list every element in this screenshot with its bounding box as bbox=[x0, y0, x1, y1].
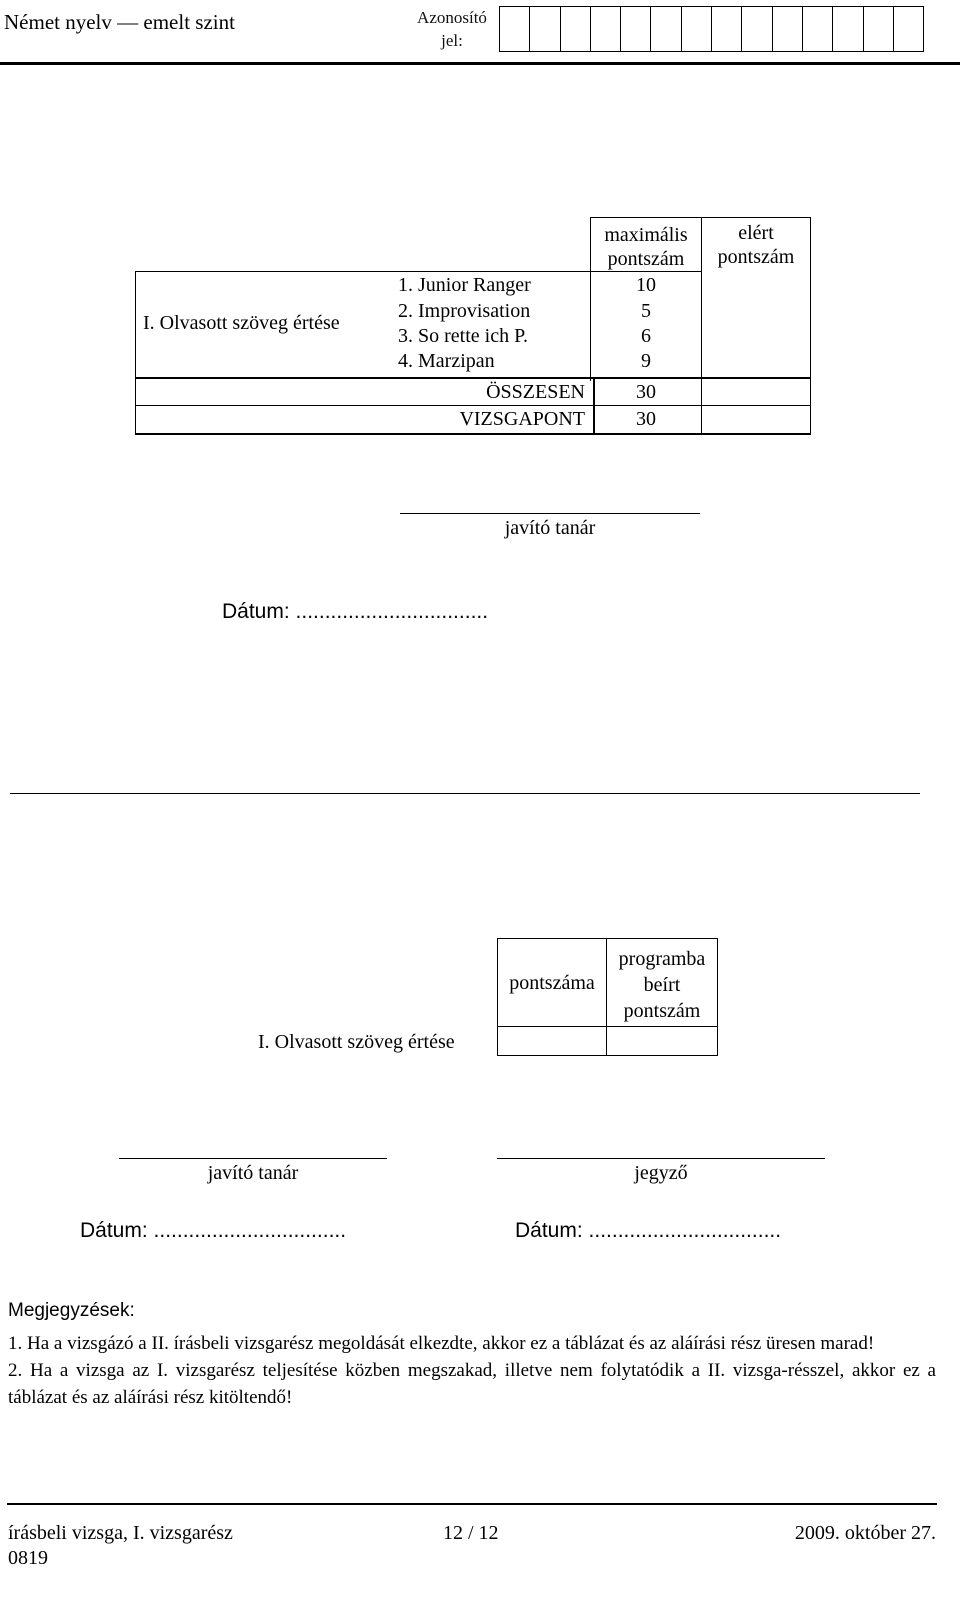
signature-line-left bbox=[119, 1158, 387, 1159]
id-box[interactable] bbox=[499, 6, 530, 52]
task-row-1: 1. Junior Ranger bbox=[398, 274, 531, 296]
date-label-right: Dátum: bbox=[515, 1219, 589, 1242]
table-border bbox=[810, 217, 811, 435]
id-box[interactable] bbox=[863, 6, 894, 52]
signature-role-left: javító tanár bbox=[207, 1162, 299, 1184]
task-row-1-max: 10 bbox=[636, 274, 656, 296]
notes-list bbox=[8, 1330, 936, 1411]
id-box[interactable] bbox=[711, 6, 742, 52]
id-label bbox=[408, 6, 496, 52]
exam-points-max: 30 bbox=[636, 408, 656, 430]
id-box[interactable] bbox=[560, 6, 591, 52]
table-border bbox=[497, 1026, 718, 1027]
date-field bbox=[222, 600, 488, 624]
score-table-2 bbox=[497, 938, 718, 1056]
id-box[interactable] bbox=[620, 6, 651, 52]
task-row-3: 3. So rette ich P. bbox=[398, 325, 528, 347]
signature-line bbox=[400, 513, 700, 514]
signature-line-right bbox=[497, 1158, 825, 1159]
section-divider bbox=[10, 793, 920, 794]
table-border bbox=[717, 938, 718, 1056]
id-label-line2: jel: bbox=[441, 31, 463, 50]
footer-date: 2009. október 27. bbox=[794, 1522, 936, 1544]
date-value-left: ................................. bbox=[153, 1219, 347, 1242]
id-label-line1: Azonosító bbox=[417, 8, 487, 27]
table-border bbox=[135, 433, 811, 435]
table-border bbox=[497, 1055, 718, 1056]
id-box[interactable] bbox=[529, 6, 560, 52]
col-entered-line3: pontszám bbox=[623, 1000, 701, 1022]
table-border bbox=[135, 379, 136, 435]
col-achieved-header bbox=[702, 221, 810, 269]
col-entered-line2: beírt bbox=[643, 974, 681, 996]
header-rule bbox=[0, 62, 960, 65]
col-entered-line1: programba bbox=[618, 948, 706, 970]
date-value-right: ................................. bbox=[588, 1219, 782, 1242]
date-value: ................................. bbox=[295, 600, 489, 623]
page-number: 12 / 12 bbox=[443, 1522, 499, 1544]
id-box[interactable] bbox=[802, 6, 833, 52]
table-border bbox=[497, 938, 498, 1056]
task-row-3-max: 6 bbox=[641, 325, 651, 347]
note-2: 2. Ha a vizsga az I. vizsgarész teljesítése közben megszakad, illetve nem folytatódik a II. vizsga-résszel, akkor ez a táblázat és az aláírási rész kitöltendő! bbox=[8, 1360, 936, 1408]
col-max-line1: maximális bbox=[604, 224, 688, 246]
col-entered-score bbox=[607, 946, 717, 1024]
task-row-2-max: 5 bbox=[641, 300, 651, 322]
page-header-title: Német nyelv — emelt szint bbox=[4, 10, 235, 34]
date-field-left bbox=[80, 1219, 346, 1243]
id-box[interactable] bbox=[893, 6, 924, 52]
signature-role-right: jegyző bbox=[634, 1162, 688, 1184]
col-score: pontszáma bbox=[509, 972, 595, 994]
col-achieved-line1: elért bbox=[738, 222, 774, 244]
footer-exam-label: írásbeli vizsga, I. vizsgarész bbox=[8, 1522, 233, 1544]
date-label: Dátum: bbox=[222, 600, 296, 623]
total-max: 30 bbox=[636, 381, 656, 403]
table-border bbox=[135, 405, 811, 406]
notes-heading: Megjegyzések: bbox=[8, 1300, 135, 1321]
col-max-line2: pontszám bbox=[607, 248, 685, 270]
score-table bbox=[135, 217, 811, 435]
section-label: I. Olvasott szöveg értése bbox=[143, 312, 340, 334]
table-border bbox=[135, 377, 811, 379]
signature-role: javító tanár bbox=[504, 517, 596, 539]
col-achieved-line2: pontszám bbox=[717, 246, 795, 268]
footer-rule bbox=[7, 1503, 937, 1505]
id-box[interactable] bbox=[832, 6, 863, 52]
id-box[interactable] bbox=[772, 6, 803, 52]
id-box[interactable] bbox=[590, 6, 621, 52]
total-label: ÖSSZESEN bbox=[486, 381, 585, 403]
footer-code: 0819 bbox=[8, 1547, 48, 1569]
task-row-4: 4. Marzipan bbox=[398, 350, 495, 372]
task-row-4-max: 9 bbox=[641, 350, 651, 372]
date-label-left: Dátum: bbox=[80, 1219, 154, 1242]
date-field-right bbox=[515, 1219, 781, 1243]
table-border bbox=[497, 938, 718, 939]
id-boxes bbox=[499, 6, 923, 52]
id-box[interactable] bbox=[741, 6, 772, 52]
exam-points-label: VIZSGAPONT bbox=[459, 408, 585, 430]
id-box[interactable] bbox=[650, 6, 681, 52]
task-row-2: 2. Improvisation bbox=[398, 300, 531, 322]
table-border bbox=[135, 271, 702, 272]
section-label-2: I. Olvasott szöveg értése bbox=[258, 1031, 455, 1053]
col-max-header bbox=[591, 223, 701, 271]
footer-left bbox=[8, 1522, 233, 1571]
note-1: 1. Ha a vizsgázó a II. írásbeli vizsgarész megoldását elkezdte, akkor ez a táblázat és az aláírási rész üresen marad! bbox=[8, 1333, 875, 1354]
id-box[interactable] bbox=[681, 6, 712, 52]
